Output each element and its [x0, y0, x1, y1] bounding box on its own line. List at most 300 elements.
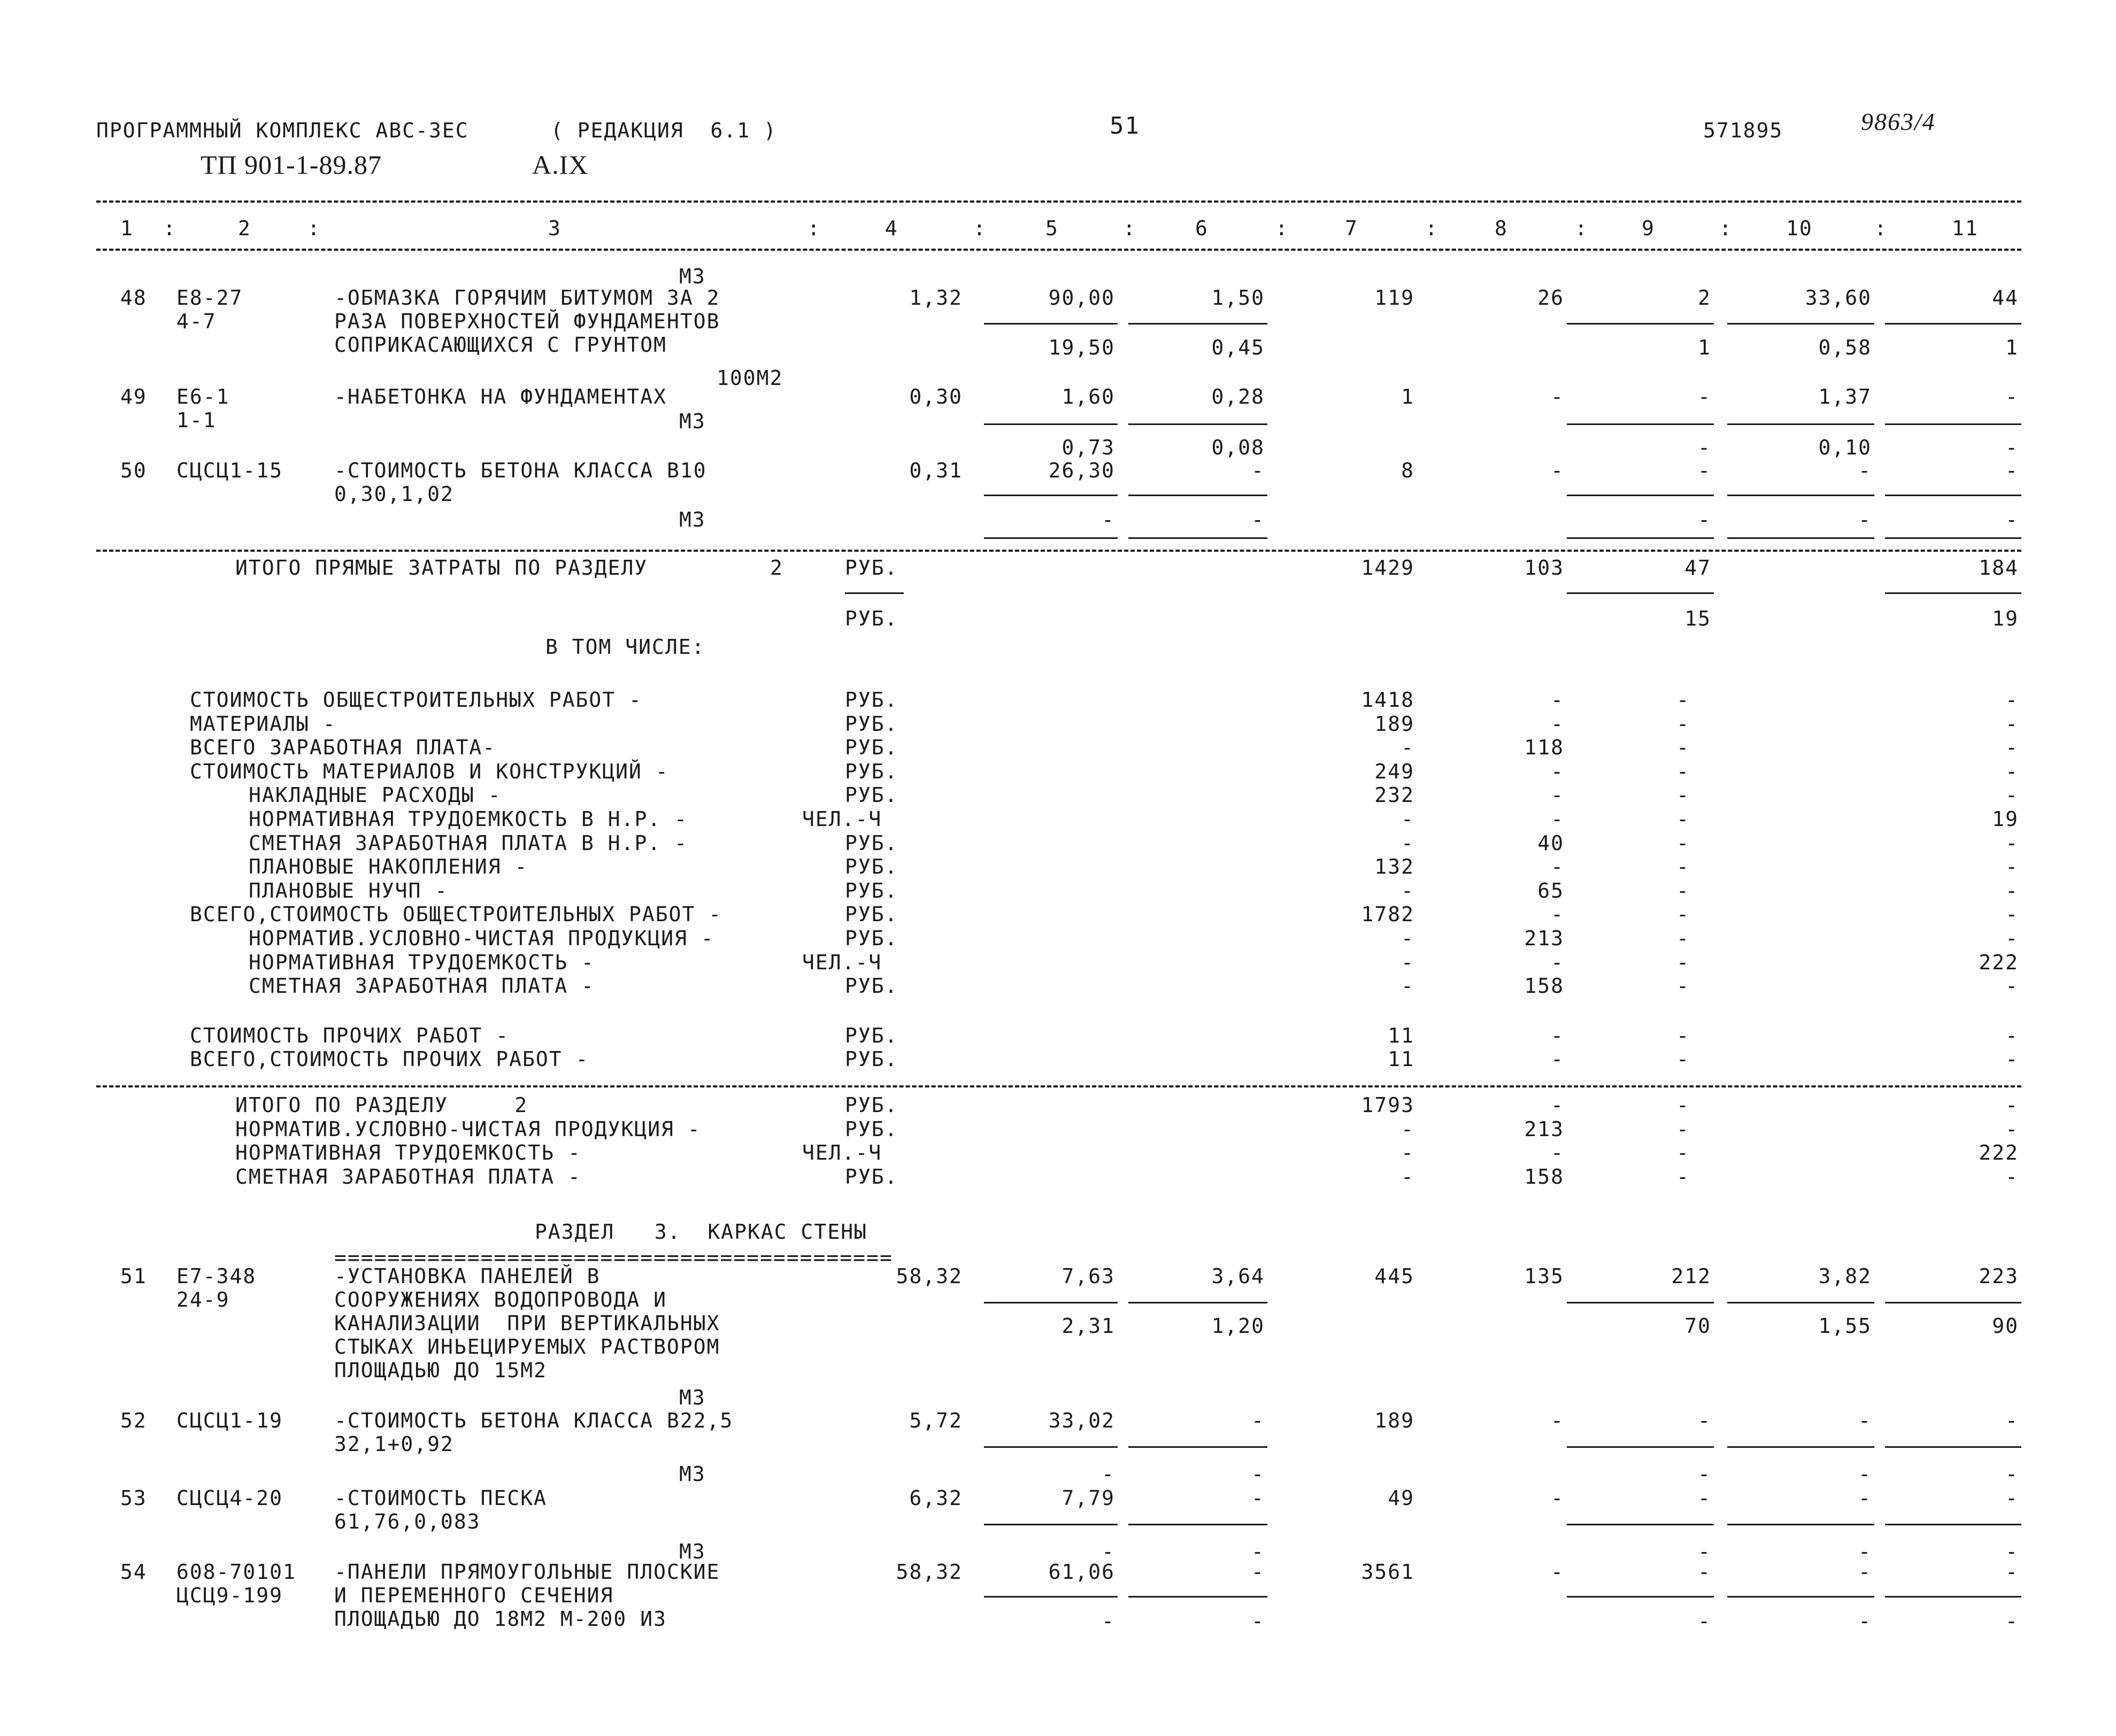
total-sub-c11: 19 — [1992, 607, 2019, 630]
summary1-label: СТОИМОСТЬ МАТЕРИАЛОВ И КОНСТРУКЦИЙ - — [190, 759, 669, 783]
row-53-description: -СТОИМОСТЬ ПЕСКА — [334, 1486, 548, 1510]
row-51-code2: 24-9 — [176, 1288, 230, 1311]
summary1-c7: - — [1401, 831, 1414, 855]
row-50-sub-c6: - — [1251, 508, 1265, 531]
row-48-code: Е8-27 — [176, 286, 243, 310]
row-53-sub-c10: - — [1858, 1540, 1872, 1563]
row-48-sub-c9: 1 — [1698, 336, 1711, 359]
summary1-unit: РУБ. — [845, 759, 898, 783]
summary2-c7: 11 — [1388, 1047, 1414, 1071]
summary1-label: НАКЛАДНЫЕ РАСХОДЫ - — [249, 783, 502, 807]
row-49-sub-c5: 0,73 — [1061, 436, 1115, 459]
cell-rule — [1727, 1446, 1874, 1448]
summary1-unit: РУБ. — [845, 878, 898, 902]
row-53-c11: - — [2005, 1486, 2019, 1510]
cell-rule — [845, 592, 904, 594]
row-54-quantity: 58,32 — [896, 1560, 963, 1584]
cell-rule — [984, 323, 1118, 325]
row-54-c6: - — [1251, 1560, 1265, 1584]
unit-label: М3 — [679, 265, 706, 288]
row-51-code: Е7-348 — [176, 1264, 257, 1288]
row-54-sub-c5: - — [1102, 1609, 1115, 1633]
total-rule — [96, 550, 2021, 552]
row-49-sub-c11: - — [2005, 436, 2019, 459]
summary1-unit: РУБ. — [845, 688, 898, 712]
row-53-sub-c5: - — [1102, 1540, 1115, 1563]
cell-rule — [984, 1302, 1118, 1303]
summary1-c8: - — [1551, 950, 1564, 974]
summary2-label: ВСЕГО,СТОИМОСТЬ ПРОЧИХ РАБОТ - — [190, 1047, 589, 1071]
summary1-c7: 232 — [1374, 783, 1414, 807]
summary1-unit: РУБ. — [845, 902, 898, 927]
summary3-c9: - — [1676, 1164, 1690, 1189]
total-direct-unit: РУБ. — [845, 556, 898, 580]
column-separator: : — [807, 217, 821, 240]
summary3-label: СМЕТНАЯ ЗАРАБОТНАЯ ПЛАТА - — [235, 1164, 581, 1189]
column-separator: : — [307, 217, 321, 240]
cell-rule — [1727, 1524, 1874, 1525]
summary2-c11: - — [2005, 1047, 2019, 1071]
summary1-c9: - — [1676, 878, 1690, 902]
row-51-sub-c6: 1,20 — [1211, 1314, 1265, 1338]
total-c9: 47 — [1684, 556, 1711, 580]
total-direct-section: 2 — [770, 556, 783, 580]
column-header-2: 2 — [238, 217, 251, 240]
section-3-title: РАЗДЕЛ 3. КАРКАС СТЕНЫ — [535, 1220, 867, 1244]
row-51-c7: 445 — [1374, 1264, 1414, 1288]
cell-rule — [1885, 1596, 2021, 1598]
row-48-description: РАЗА ПОВЕРХНОСТЕЙ ФУНДАМЕНТОВ — [334, 310, 720, 333]
row-50-description: 0,30,1,02 — [334, 482, 454, 506]
row-53-code: СЦСЦ4-20 — [176, 1486, 283, 1510]
summary1-c7: - — [1401, 736, 1414, 760]
cell-rule — [984, 423, 1118, 425]
row-53-number: 53 — [120, 1486, 147, 1510]
column-header-5: 5 — [1045, 217, 1059, 240]
summary1-label: СТОИМОСТЬ ОБЩЕСТРОИТЕЛЬНЫХ РАБОТ - — [190, 688, 642, 712]
row-52-c9: - — [1698, 1409, 1711, 1432]
summary2-c9: - — [1676, 1047, 1690, 1071]
cell-rule — [1727, 1596, 1874, 1598]
summary3-c8: - — [1551, 1141, 1564, 1165]
summary1-c11: - — [2005, 927, 2019, 950]
row-54-c11: - — [2005, 1560, 2019, 1584]
cell-rule — [1727, 1302, 1874, 1303]
summary1-c8: - — [1551, 902, 1564, 927]
column-separator: : — [1425, 217, 1438, 240]
row-48-quantity: 1,32 — [909, 286, 963, 310]
summary1-label: СМЕТНАЯ ЗАРАБОТНАЯ ПЛАТА В Н.Р. - — [249, 831, 688, 855]
column-separator: : — [1275, 217, 1289, 240]
cell-rule — [1567, 495, 1714, 496]
unit-label: 100М2 — [717, 366, 783, 390]
row-52-description: 32,1+0,92 — [334, 1432, 454, 1456]
row-54-sub-c9: - — [1698, 1609, 1711, 1633]
total-c11: 184 — [1979, 556, 2019, 580]
summary1-c8: 40 — [1537, 831, 1564, 855]
row-48-number: 48 — [120, 286, 147, 310]
row-54-sub-c6: - — [1251, 1609, 1265, 1633]
summary1-c11: - — [2005, 831, 2019, 855]
summary1-c11: - — [2005, 878, 2019, 902]
row-50-c11: - — [2005, 459, 2019, 482]
column-header-9: 9 — [1642, 217, 1655, 240]
row-49-c10: 1,37 — [1818, 385, 1872, 408]
summary3-c11: - — [2005, 1164, 2019, 1189]
row-51-c10: 3,82 — [1818, 1264, 1872, 1288]
summary3-c11: - — [2005, 1117, 2019, 1141]
row-50-number: 50 — [120, 459, 147, 482]
summary1-unit: РУБ. — [845, 927, 898, 950]
cell-rule — [1567, 323, 1714, 325]
row-50-sub-c11: - — [2005, 508, 2019, 531]
row-51-sub-c11: 90 — [1992, 1314, 2019, 1338]
row-54-c7: 3561 — [1361, 1560, 1414, 1584]
summary1-label: ПЛАНОВЫЕ НАКОПЛЕНИЯ - — [249, 855, 528, 879]
row-49-number: 49 — [120, 385, 147, 408]
cell-rule — [1128, 1524, 1267, 1525]
row-48-description: -ОБМАЗКА ГОРЯЧИМ БИТУМОМ ЗА 2 — [334, 286, 720, 310]
summary1-c8: - — [1551, 688, 1564, 712]
row-51-description: ПЛОЩАДЬЮ ДО 15М2 — [334, 1359, 548, 1382]
row-51-description: СТЫКАХ ИНЬЕЦИРУЕМЫХ РАСТВОРОМ — [334, 1335, 720, 1359]
column-separator: : — [973, 217, 987, 240]
row-53-c8: - — [1551, 1486, 1564, 1510]
row-52-c11: - — [2005, 1409, 2019, 1432]
row-48-description: СОПРИКАСАЮЩИХСЯ С ГРУНТОМ — [334, 333, 667, 357]
cell-rule — [1727, 495, 1874, 496]
row-51-c6: 3,64 — [1211, 1264, 1265, 1288]
summary3-label: ИТОГО ПО РАЗДЕЛУ 2 — [235, 1093, 528, 1117]
row-51-sub-c10: 1,55 — [1818, 1314, 1872, 1338]
summary1-c7: 249 — [1374, 759, 1414, 783]
row-50-c7: 8 — [1401, 459, 1414, 482]
row-54-c8: - — [1551, 1560, 1564, 1584]
cell-rule — [1128, 1302, 1267, 1303]
row-49-c9: - — [1698, 385, 1711, 408]
unit-label: М3 — [679, 508, 706, 531]
project-code: ТП 901-1-89.87 — [201, 150, 382, 180]
summary1-unit: ЧЕЛ.-Ч — [802, 950, 882, 974]
summary1-unit: РУБ. — [845, 712, 898, 736]
summary1-c7: - — [1401, 950, 1414, 974]
cell-rule — [1885, 537, 2021, 539]
cell-rule — [1128, 537, 1267, 539]
cell-rule — [984, 1524, 1118, 1525]
row-48-c9: 2 — [1698, 286, 1711, 310]
row-48-sub-c10: 0,58 — [1818, 336, 1872, 359]
summary2-c11: - — [2005, 1024, 2019, 1047]
row-54-code2: ЦСЦ9-199 — [176, 1584, 283, 1607]
row-53-sub-c9: - — [1698, 1540, 1711, 1563]
row-54-c5: 61,06 — [1048, 1560, 1115, 1584]
cell-rule — [1128, 1446, 1267, 1448]
summary1-label: ВСЕГО ЗАРАБОТНАЯ ПЛАТА- — [190, 736, 496, 760]
summary1-c8: 65 — [1537, 878, 1564, 902]
row-51-description: КАНАЛИЗАЦИИ ПРИ ВЕРТИКАЛЬНЫХ — [334, 1311, 720, 1335]
summary1-c11: - — [2005, 736, 2019, 760]
summary1-c8: 213 — [1524, 927, 1564, 950]
summary1-unit: РУБ. — [845, 831, 898, 855]
summary3-c8: - — [1551, 1093, 1564, 1117]
row-48-sub-c5: 19,50 — [1048, 336, 1115, 359]
row-52-sub-c10: - — [1858, 1462, 1872, 1486]
row-51-description: СООРУЖЕНИЯХ ВОДОПРОВОДА И — [334, 1288, 667, 1311]
row-49-c5: 1,60 — [1061, 385, 1115, 408]
row-52-sub-c6: - — [1251, 1462, 1265, 1486]
section-total-rule — [96, 1085, 2021, 1087]
summary3-label: НОРМАТИВНАЯ ТРУДОЕМКОСТЬ - — [235, 1141, 581, 1165]
cell-rule — [1885, 1446, 2021, 1448]
summary1-label: ВСЕГО,СТОИМОСТЬ ОБЩЕСТРОИТЕЛЬНЫХ РАБОТ - — [190, 902, 722, 927]
row-51-c11: 223 — [1979, 1264, 2019, 1288]
summary1-unit: РУБ. — [845, 783, 898, 807]
row-54-c9: - — [1698, 1560, 1711, 1584]
summary1-c9: - — [1676, 807, 1690, 831]
cell-rule — [984, 537, 1118, 539]
cell-rule — [1885, 1302, 2021, 1303]
summary3-c8: 213 — [1524, 1117, 1564, 1141]
summary1-unit: РУБ. — [845, 974, 898, 998]
summary1-c8: - — [1551, 807, 1564, 831]
row-54-description: -ПАНЕЛИ ПРЯМОУГОЛЬНЫЕ ПЛОСКИЕ — [334, 1560, 720, 1584]
summary1-c9: - — [1676, 927, 1690, 950]
row-54-sub-c11: - — [2005, 1609, 2019, 1633]
row-52-sub-c11: - — [2005, 1462, 2019, 1486]
row-51-description: -УСТАНОВКА ПАНЕЛЕЙ В — [334, 1264, 601, 1288]
cell-rule — [1727, 423, 1874, 425]
cell-rule — [1567, 1596, 1714, 1598]
program-name: ПРОГРАММНЫЙ КОМПЛЕКС АВС-3ЕС — [96, 119, 469, 142]
row-49-c11: - — [2005, 385, 2019, 408]
row-53-description: 61,76,0,083 — [334, 1510, 481, 1533]
summary3-c7: - — [1401, 1141, 1414, 1165]
section-3-underline: ========================================== — [334, 1246, 893, 1269]
row-52-number: 52 — [120, 1409, 147, 1432]
row-48-c7: 119 — [1374, 286, 1414, 310]
column-header-4: 4 — [885, 217, 898, 240]
cell-rule — [1567, 592, 1714, 594]
edition: ( РЕДАКЦИЯ 6.1 ) — [551, 119, 777, 142]
summary1-label: НОРМАТИВНАЯ ТРУДОЕМКОСТЬ В Н.Р. - — [249, 807, 688, 831]
row-52-c7: 189 — [1374, 1409, 1414, 1432]
summary1-c7: 1782 — [1361, 902, 1414, 927]
summary1-c8: - — [1551, 712, 1564, 736]
row-48-code2: 4-7 — [176, 310, 217, 333]
row-48-sub-c6: 0,45 — [1211, 336, 1265, 359]
row-50-c8: - — [1551, 459, 1564, 482]
row-54-number: 54 — [120, 1560, 147, 1584]
summary1-c7: 189 — [1374, 712, 1414, 736]
summary1-c9: - — [1676, 736, 1690, 760]
summary2-c8: - — [1551, 1047, 1564, 1071]
row-49-sub-c10: 0,10 — [1818, 436, 1872, 459]
summary3-c9: - — [1676, 1117, 1690, 1141]
row-53-c10: - — [1858, 1486, 1872, 1510]
summary1-unit: РУБ. — [845, 736, 898, 760]
row-51-c5: 7,63 — [1061, 1264, 1115, 1288]
header-bottom-rule — [96, 249, 2021, 251]
column-header-1: 1 — [120, 217, 134, 240]
row-50-description: -СТОИМОСТЬ БЕТОНА КЛАССА В10 — [334, 459, 707, 482]
row-52-quantity: 5,72 — [909, 1409, 963, 1432]
column-header-6: 6 — [1195, 217, 1209, 240]
column-header-3: 3 — [548, 217, 561, 240]
summary1-label: ПЛАНОВЫЕ НУЧП - — [249, 878, 449, 902]
summary1-c9: - — [1676, 783, 1690, 807]
summary1-c11: - — [2005, 902, 2019, 927]
row-51-c9: 212 — [1671, 1264, 1711, 1288]
summary1-c7: - — [1401, 974, 1414, 998]
row-52-c5: 33,02 — [1048, 1409, 1115, 1432]
cell-rule — [1567, 423, 1714, 425]
row-53-sub-c11: - — [2005, 1540, 2019, 1563]
summary2-c7: 11 — [1388, 1024, 1414, 1047]
summary2-unit: РУБ. — [845, 1047, 898, 1071]
cell-rule — [1128, 423, 1267, 425]
total-sub-c9: 15 — [1684, 607, 1711, 630]
row-49-c6: 0,28 — [1211, 385, 1265, 408]
summary1-c11: - — [2005, 688, 2019, 712]
summary3-label: НОРМАТИВ.УСЛОВНО-ЧИСТАЯ ПРОДУКЦИЯ - — [235, 1117, 701, 1141]
column-header-10: 10 — [1786, 217, 1813, 240]
row-50-sub-c10: - — [1858, 508, 1872, 531]
row-48-c10: 33,60 — [1805, 286, 1872, 310]
row-50-sub-c9: - — [1698, 508, 1711, 531]
summary3-c7: - — [1401, 1164, 1414, 1189]
row-51-number: 51 — [120, 1264, 147, 1288]
row-54-code: 608-70101 — [176, 1560, 296, 1584]
unit-label: М3 — [679, 1386, 706, 1409]
summary1-c8: 118 — [1524, 736, 1564, 760]
row-49-code2: 1-1 — [176, 408, 217, 432]
row-50-c10: - — [1858, 459, 1872, 482]
row-48-c6: 1,50 — [1211, 286, 1265, 310]
column-header-8: 8 — [1495, 217, 1508, 240]
summary1-c9: - — [1676, 831, 1690, 855]
summary3-unit: РУБ. — [845, 1117, 898, 1141]
summary1-c7: 1418 — [1361, 688, 1414, 712]
summary1-c11: - — [2005, 783, 2019, 807]
row-53-quantity: 6,32 — [909, 1486, 963, 1510]
row-53-sub-c6: - — [1251, 1540, 1265, 1563]
total-direct-unit2: РУБ. — [845, 607, 898, 630]
cell-rule — [984, 1446, 1118, 1448]
unit-label: М3 — [679, 1540, 706, 1563]
summary1-label: СМЕТНАЯ ЗАРАБОТНАЯ ПЛАТА - — [249, 974, 595, 998]
summary1-c11: - — [2005, 759, 2019, 783]
page-number: 51 — [1110, 112, 1140, 140]
row-52-description: -СТОИМОСТЬ БЕТОНА КЛАССА В22,5 — [334, 1409, 734, 1432]
including-label: В ТОМ ЧИСЛЕ: — [545, 635, 705, 659]
summary1-c9: - — [1676, 688, 1690, 712]
cell-rule — [1128, 323, 1267, 325]
row-48-c8: 26 — [1537, 286, 1564, 310]
summary1-c9: - — [1676, 950, 1690, 974]
column-separator: : — [1874, 217, 1888, 240]
summary1-c11: - — [2005, 712, 2019, 736]
summary1-c11: - — [2005, 974, 2019, 998]
row-54-sub-c10: - — [1858, 1609, 1872, 1633]
summary1-c9: - — [1676, 902, 1690, 927]
cell-rule — [1128, 495, 1267, 496]
sheet-ref: 9863/4 — [1861, 108, 1936, 135]
cell-rule — [1885, 1524, 2021, 1525]
total-direct-label: ИТОГО ПРЯМЫЕ ЗАТРАТЫ ПО РАЗДЕЛУ — [235, 556, 648, 580]
row-50-c6: - — [1251, 459, 1265, 482]
summary1-label: МАТЕРИАЛЫ - — [190, 712, 336, 736]
cell-rule — [1885, 323, 2021, 325]
row-52-c10: - — [1858, 1409, 1872, 1432]
row-49-c8: - — [1551, 385, 1564, 408]
row-49-sub-c6: 0,08 — [1211, 436, 1265, 459]
summary3-c7: 1793 — [1361, 1093, 1414, 1117]
column-separator: : — [1719, 217, 1733, 240]
row-49-sub-c9: - — [1698, 436, 1711, 459]
album-code: А.IX — [532, 150, 589, 180]
summary1-c9: - — [1676, 712, 1690, 736]
row-51-sub-c5: 2,31 — [1061, 1314, 1115, 1338]
summary3-c9: - — [1676, 1141, 1690, 1165]
summary3-unit: ЧЕЛ.-Ч — [802, 1141, 882, 1165]
summary1-c7: 132 — [1374, 855, 1414, 879]
header-top-rule — [96, 200, 2021, 203]
row-54-c10: - — [1858, 1560, 1872, 1584]
row-53-c7: 49 — [1388, 1486, 1414, 1510]
row-48-c11: 44 — [1992, 286, 2019, 310]
summary1-c11: - — [2005, 855, 2019, 879]
summary1-c9: - — [1676, 855, 1690, 879]
row-51-quantity: 58,32 — [896, 1264, 963, 1288]
row-52-code: СЦСЦ1-19 — [176, 1409, 283, 1432]
summary1-c7: - — [1401, 878, 1414, 902]
cell-rule — [1727, 323, 1874, 325]
summary1-label: НОРМАТИВ.УСЛОВНО-ЧИСТАЯ ПРОДУКЦИЯ - — [249, 927, 714, 950]
row-49-description: -НАБЕТОНКА НА ФУНДАМЕНТАХ — [334, 385, 667, 408]
cell-rule — [1885, 495, 2021, 496]
cell-rule — [1567, 1302, 1714, 1303]
row-51-sub-c9: 70 — [1684, 1314, 1711, 1338]
column-header-11: 11 — [1952, 217, 1979, 240]
row-48-c5: 90,00 — [1048, 286, 1115, 310]
cell-rule — [984, 1596, 1118, 1598]
row-52-sub-c5: - — [1102, 1462, 1115, 1486]
column-separator: : — [1575, 217, 1588, 240]
summary1-c8: - — [1551, 783, 1564, 807]
summary1-c9: - — [1676, 974, 1690, 998]
cell-rule — [1567, 1446, 1714, 1448]
row-54-description: ПЛОЩАДЬЮ ДО 18М2 М-200 ИЗ — [334, 1607, 667, 1631]
summary1-c8: 158 — [1524, 974, 1564, 998]
cell-rule — [984, 495, 1118, 496]
column-separator: : — [1123, 217, 1136, 240]
row-49-c7: 1 — [1401, 385, 1414, 408]
summary1-c7: - — [1401, 807, 1414, 831]
summary3-unit: РУБ. — [845, 1164, 898, 1189]
summary2-label: СТОИМОСТЬ ПРОЧИХ РАБОТ - — [190, 1024, 510, 1047]
cell-rule — [1885, 592, 2021, 594]
row-50-code: СЦСЦ1-15 — [176, 459, 283, 482]
cell-rule — [1567, 1524, 1714, 1525]
summary3-c8: 158 — [1524, 1164, 1564, 1189]
column-separator: : — [163, 217, 176, 240]
row-49-code: Е6-1 — [176, 385, 230, 408]
summary3-c11: - — [2005, 1093, 2019, 1117]
cell-rule — [1885, 423, 2021, 425]
summary1-c7: - — [1401, 927, 1414, 950]
row-51-c8: 135 — [1524, 1264, 1564, 1288]
total-c7: 1429 — [1361, 556, 1414, 580]
